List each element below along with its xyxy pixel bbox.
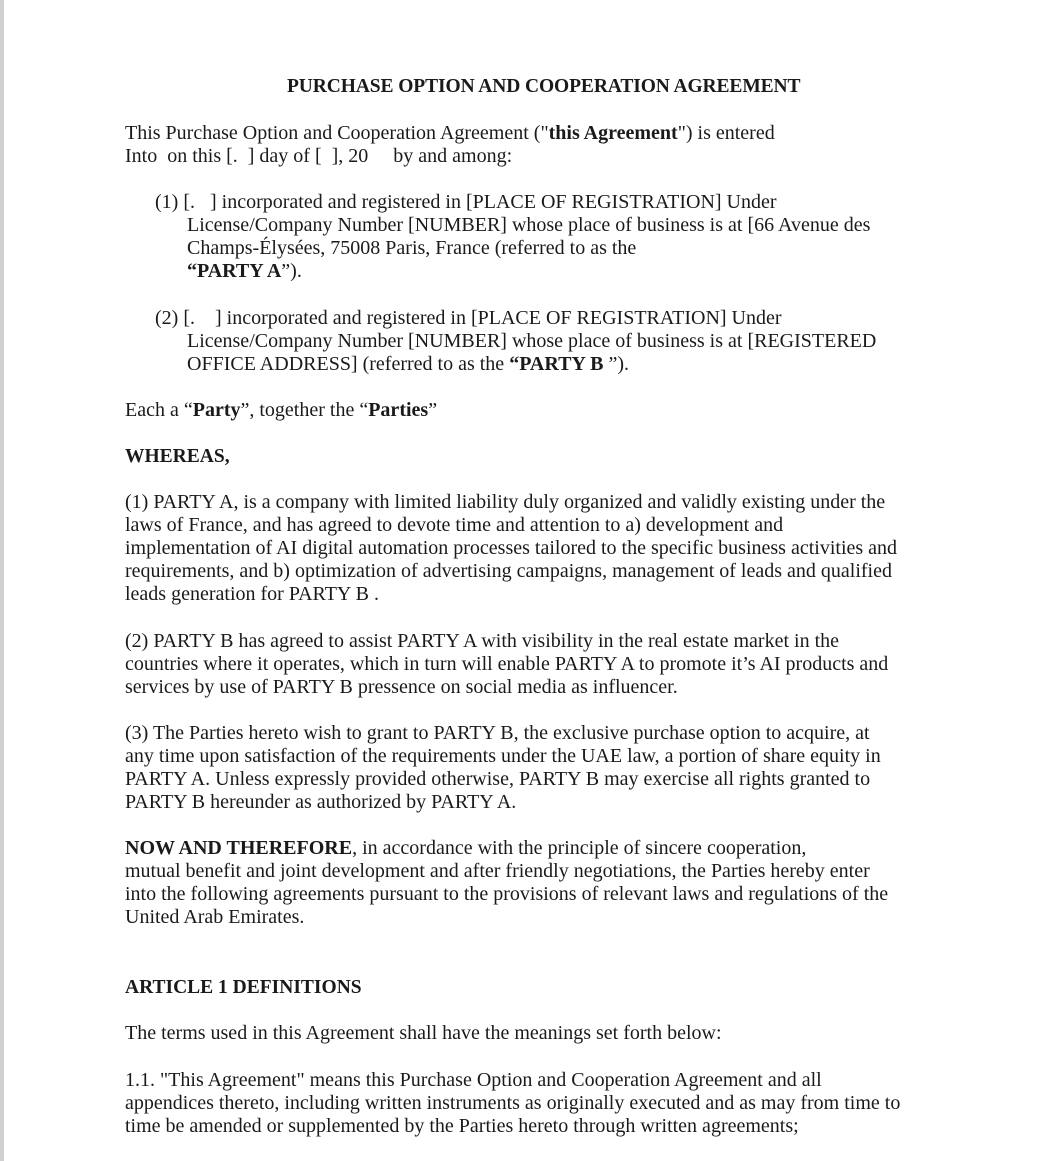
document-title: PURCHASE OPTION AND COOPERATION AGREEMENT bbox=[287, 76, 801, 97]
now-therefore-term: NOW AND THEREFORE bbox=[125, 837, 353, 859]
party-1-line-3: Champs-Élysées, 75008 Paris, France (referred to as the bbox=[187, 237, 637, 259]
party-2-text: OFFICE ADDRESS] (referred to as the bbox=[187, 353, 510, 375]
recital-1-line: requirements, and b) optimization of advertising campaigns, management of leads and qualified bbox=[125, 560, 892, 582]
definition-1-1-line: time be amended or supplemented by the Parties hereto through written agreements; bbox=[125, 1115, 799, 1137]
intro-line-1 bbox=[125, 122, 775, 145]
party-2-line-3 bbox=[187, 353, 629, 376]
each-party-line bbox=[125, 399, 437, 422]
intro-text: ") is entered bbox=[677, 122, 775, 144]
now-therefore-line-2: mutual benefit and joint development and after friendly negotiations, the Parties hereby enter bbox=[125, 860, 870, 882]
terms-intro: The terms used in this Agreement shall have the meanings set forth below: bbox=[125, 1022, 722, 1044]
recital-1-line: leads generation for PARTY B . bbox=[125, 583, 379, 605]
each-party-text: ”, together the “ bbox=[240, 399, 369, 421]
recital-3-line: PARTY A. Unless expressly provided otherwise, PARTY B may exercise all rights granted to bbox=[125, 768, 871, 790]
party-a-term: “PARTY A bbox=[187, 260, 282, 282]
now-therefore-line-3: into the following agreements pursuant to the provisions of relevant laws and regulations of the bbox=[125, 883, 889, 905]
recital-3-line: any time upon satisfaction of the requirements under the UAE law, a portion of share equity in bbox=[125, 745, 881, 767]
recital-3-line: (3) The Parties hereto wish to grant to PARTY B, the exclusive purchase option to acquire, at bbox=[125, 722, 870, 744]
whereas-heading: WHEREAS, bbox=[125, 446, 230, 467]
intro-agreement-term: this Agreement bbox=[548, 122, 678, 144]
recital-3-line: PARTY B hereunder as authorized by PARTY A. bbox=[125, 791, 517, 813]
now-therefore-text: , in accordance with the principle of sincere cooperation, bbox=[352, 837, 807, 859]
party-2-line-1: (2) [. ] incorporated and registered in [PLACE OF REGISTRATION] Under bbox=[155, 307, 782, 329]
article-1-heading: ARTICLE 1 DEFINITIONS bbox=[125, 977, 362, 998]
intro-text: This Purchase Option and Cooperation Agreement (" bbox=[125, 122, 549, 144]
recital-2-line: (2) PARTY B has agreed to assist PARTY A with visibility in the real estate market in the bbox=[125, 630, 840, 652]
intro-line-2: Into on this [. ] day of [ ], 20 by and among: bbox=[125, 145, 513, 167]
party-1-line-2: License/Company Number [NUMBER] whose place of business is at [66 Avenue des bbox=[187, 214, 871, 236]
party-term: Party bbox=[192, 399, 241, 421]
party-1-line-4 bbox=[187, 260, 302, 283]
now-therefore-line-1 bbox=[125, 837, 806, 860]
party-1-line-1: (1) [. ] incorporated and registered in [PLACE OF REGISTRATION] Under bbox=[155, 191, 777, 213]
definition-1-1-line: appendices thereto, including written instruments as originally executed and as may from time to bbox=[125, 1092, 901, 1114]
recital-1-line: (1) PARTY A, is a company with limited liability duly organized and validly existing under the bbox=[125, 491, 886, 513]
recital-1-line: implementation of AI digital automation processes tailored to the specific business activities and bbox=[125, 537, 898, 559]
definition-1-1-line: 1.1. "This Agreement" means this Purchase Option and Cooperation Agreement and all bbox=[125, 1069, 822, 1091]
parties-term: Parties bbox=[368, 399, 429, 421]
party-1-suffix: ”). bbox=[281, 260, 302, 282]
recital-2-line: services by use of PARTY B pressence on social media as influencer. bbox=[125, 676, 678, 698]
party-2-line-2: License/Company Number [NUMBER] whose place of business is at [REGISTERED bbox=[187, 330, 877, 352]
each-party-text: ” bbox=[428, 399, 438, 421]
party-2-suffix: ”). bbox=[603, 353, 630, 375]
now-therefore-line-4: United Arab Emirates. bbox=[125, 906, 305, 928]
recital-2-line: countries where it operates, which in turn will enable PARTY A to promote it’s AI products and bbox=[125, 653, 889, 675]
party-b-term: “PARTY B bbox=[509, 353, 604, 375]
each-party-text: Each a “ bbox=[125, 399, 193, 421]
recital-1-line: laws of France, and has agreed to devote time and attention to a) development and bbox=[125, 514, 784, 536]
